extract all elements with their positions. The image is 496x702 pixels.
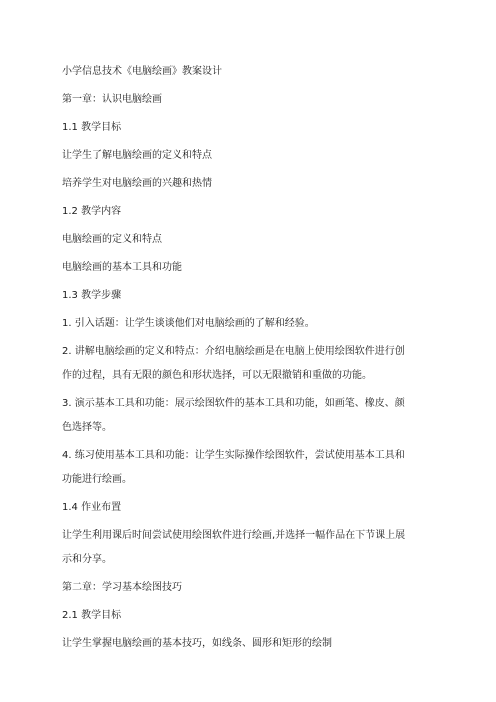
section-1-1-heading: 1.1 教学目标 <box>62 122 122 133</box>
step-3-continuation: 色选择等。 <box>62 422 112 433</box>
step-4-continuation: 功能进行绘画。 <box>62 474 132 485</box>
paragraph-line: 培养学生对电脑绘画的兴趣和热情 <box>62 178 212 189</box>
section-1-2-heading: 1.2 教学内容 <box>62 206 122 217</box>
homework-continuation: 示和分享。 <box>62 554 112 565</box>
paragraph-line: 电脑绘画的基本工具和功能 <box>62 262 182 273</box>
chapter-2-heading: 第二章：学习基本绘图技巧 <box>62 582 182 593</box>
paragraph-line: 电脑绘画的定义和特点 <box>62 234 162 245</box>
section-2-1-heading: 2.1 教学目标 <box>62 610 122 621</box>
paragraph-line: 让学生了解电脑绘画的定义和特点 <box>62 150 212 161</box>
homework-line: 让学生利用课后时间尝试使用绘图软件进行绘画,并选择一幅作品在下节课上展 <box>62 530 406 541</box>
chapter-1-heading: 第一章：认识电脑绘画 <box>62 94 162 105</box>
step-2-line: 2. 讲解电脑绘画的定义和特点：介绍电脑绘画是在电脑上使用绘图软件进行创 <box>62 346 405 357</box>
paragraph-line: 让学生掌握电脑绘画的基本技巧，如线条、圆形和矩形的绘制 <box>62 638 332 649</box>
section-1-3-heading: 1.3 教学步骤 <box>62 290 122 301</box>
document-title: 小学信息技术《电脑绘画》教案设计 <box>62 66 222 77</box>
section-1-4-heading: 1.4 作业布置 <box>62 502 122 513</box>
step-4-line: 4. 练习使用基本工具和功能：让学生实际操作绘图软件，尝试使用基本工具和 <box>62 450 405 461</box>
step-2-continuation: 作的过程，具有无限的颜色和形状选择，可以无限撤销和重做的功能。 <box>62 370 372 381</box>
step-1-line: 1. 引入话题：让学生谈谈他们对电脑绘画的了解和经验。 <box>62 318 315 329</box>
step-3-line: 3. 演示基本工具和功能：展示绘图软件的基本工具和功能，如画笔、橡皮、颜 <box>62 398 405 409</box>
